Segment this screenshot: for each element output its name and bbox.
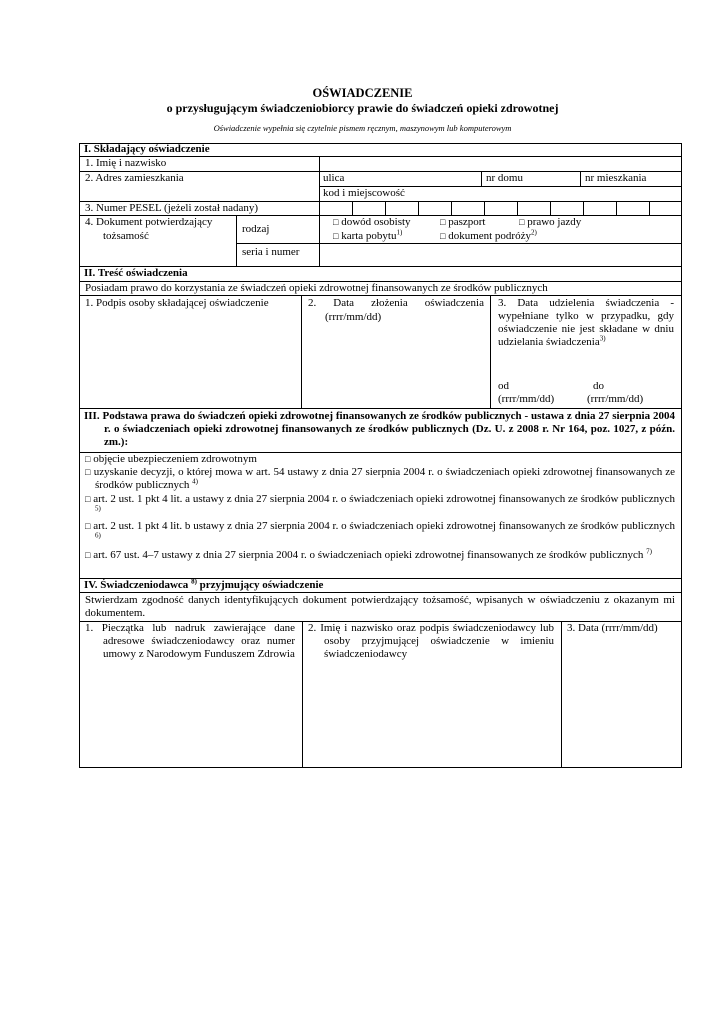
passport-option[interactable]: □ paszport (440, 216, 486, 228)
signature-label: 1. Podpis osoby składającej oświadczenie (85, 297, 269, 309)
flat-number-label: nr mieszkania (585, 172, 647, 184)
postcode-city-label: kod i miejscowość (323, 187, 405, 199)
basis-option-art2-b[interactable]: □ art. 2 ust. 1 pkt 4 lit. b ustawy z dnia 27 sierpnia 2004 r. o świadczeniach opieki zdrowotnej finansowanych ze środków publicznych $^{6)}$ (85, 520, 676, 540)
provider-stamp-field[interactable] (80, 690, 302, 767)
from-label: od (498, 380, 509, 392)
street-field[interactable] (320, 172, 481, 186)
footnote-ref: 6) (95, 531, 101, 540)
footnote-ref: 2) (530, 228, 537, 237)
name-label: 1. Imię i nazwisko (85, 157, 167, 169)
from-date-field[interactable]: (rrrr/mm/dd) (498, 393, 555, 405)
checkbox-icon[interactable]: □ (85, 521, 91, 531)
name-field[interactable] (320, 157, 681, 171)
address-label: 2. Adres zamieszkania (85, 172, 184, 184)
table-border-left (79, 143, 80, 768)
col-divider (236, 215, 237, 266)
basis-option-art67[interactable]: □ art. 67 ust. 4–7 ustawy z dnia 27 sierpnia 2004 r. o świadczeniach opieki zdrowotnej finansowanych ze środków publicznych $^{7)}$ (85, 547, 652, 561)
row-divider (79, 592, 682, 593)
checkbox-icon[interactable]: □ (440, 217, 446, 227)
footnote-ref: 3) (599, 334, 606, 343)
provider-signature-field[interactable] (303, 670, 561, 767)
row-divider (79, 295, 682, 296)
submission-date-field[interactable] (302, 326, 490, 408)
basis-option-decision[interactable]: □ uzyskanie decyzji, o której mowa w art. 54 ustawy z dnia 27 sierpnia 2004 r. o świadczeniach opieki zdrowotnej finansowanych ze środków publicznych $^{4)}$ (85, 466, 676, 491)
footnote-ref: 7) (646, 547, 652, 556)
checkbox-icon[interactable]: □ (85, 454, 91, 464)
house-number-label: nr domu (486, 172, 523, 184)
checkbox-icon[interactable]: □ (85, 494, 91, 504)
table-border-right (681, 143, 682, 768)
id-document-label: 4. Dokument potwierdzający (85, 216, 213, 228)
basis-option-insurance[interactable]: □ objęcie ubezpieczeniem zdrowotnym (85, 453, 257, 465)
to-label: do (593, 380, 604, 392)
service-date-label: 3. Data udzielenia świadczenia - wypełniane tylko w przypadku, gdy oświadczenie nie jest składane w dniu udzielania świadczenia$^{3)}$ (498, 297, 674, 348)
acceptance-date-field[interactable] (562, 640, 681, 767)
pesel-field[interactable] (320, 202, 681, 215)
id-document-label-cont: tożsamość (103, 230, 149, 242)
section-4-heading: IV. Świadczeniodawca $^{8)}$ przyjmujący oświadczenie (84, 577, 324, 591)
section-1-heading: I. Składający oświadczenie (84, 143, 210, 155)
checkbox-icon[interactable]: □ (85, 550, 91, 560)
fill-instructions: Oświadczenie wypełnia się czytelnie pismem ręcznym, maszynowym lub komputerowym (213, 123, 512, 133)
submission-date-format: (rrrr/mm/dd) (325, 311, 382, 323)
footnote-ref: 1) (396, 228, 403, 237)
form-subtitle: o przysługującym świadczeniobiorcy prawie do świadczeń opieki zdrowotnej (166, 101, 559, 115)
house-number-field[interactable] (482, 172, 580, 186)
residence-card-option[interactable]: □ karta pobytu$^{1)}$ (333, 228, 403, 242)
checkbox-icon[interactable]: □ (333, 231, 339, 241)
form-title: OŚWIADCZENIE (312, 86, 413, 100)
table-border-bottom (79, 767, 682, 768)
id-card-option[interactable]: □ dowód osobisty (333, 216, 411, 228)
street-label: ulica (323, 172, 345, 184)
section-3-heading: III. Podstawa prawa do świadczeń opieki zdrowotnej finansowanych ze środków publicznych - ustawa z dnia 27 sierpnia 2004 r. o świadczeniach opieki zdrowotnej finansowanych ze środków publicznych (Dz. U. z 2008 r. Nr 164, poz. 1027, z późn. zm.): (84, 410, 675, 448)
section-2-heading: II. Treść oświadczenia (84, 267, 188, 279)
col-divider (490, 295, 491, 408)
provider-stamp-label: 1. Pieczątka lub nadruk zawierające dane adresowe świadczeniodawcy oraz numer umowy z Narodowym Funduszem Zdrowia (85, 622, 295, 660)
statement-text: Posiadam prawo do korzystania ze świadczeń opieki zdrowotnej finansowanych ze środków publicznych (85, 282, 548, 294)
pesel-label: 3. Numer PESEL (jeżeli został nadany) (85, 202, 259, 214)
checkbox-icon[interactable]: □ (440, 231, 446, 241)
checkbox-icon[interactable]: □ (85, 467, 91, 477)
footnote-ref: 4) (192, 477, 198, 486)
checkbox-icon[interactable]: □ (519, 217, 525, 227)
flat-number-field[interactable] (581, 172, 681, 186)
verification-statement: Stwierdzam zgodność danych identyfikujących dokument potwierdzający tożsamość, wpisanych w oświadczeniu z okazanym mi dokumentem. (85, 594, 675, 619)
document-series-label: seria i numer (242, 246, 300, 258)
footnote-ref: 5) (95, 504, 101, 513)
acceptance-date-label: 3. Data (rrrr/mm/dd) (567, 622, 658, 634)
to-date-field[interactable]: (rrrr/mm/dd) (587, 393, 644, 405)
driving-license-option[interactable]: □ prawo jazdy (519, 216, 582, 228)
travel-document-option[interactable]: □ dokument podróży$^{2)}$ (440, 228, 537, 242)
signature-field[interactable] (80, 311, 301, 408)
row-divider (79, 408, 682, 409)
basis-option-art2-a[interactable]: □ art. 2 ust. 1 pkt 4 lit. a ustawy z dnia 27 sierpnia 2004 r. o świadczeniach opieki zdrowotnej finansowanych ze środków publicznych $^{5)}$ (85, 493, 675, 513)
submission-date-label: 2. Data złożenia oświadczenia (308, 297, 484, 309)
provider-signature-label: 2. Imię i nazwisko oraz podpis świadczeniodawcy lub osoby przyjmującej oświadczenie w imieniu świadczeniodawcy (308, 622, 554, 660)
checkbox-icon[interactable]: □ (333, 217, 339, 227)
document-kind-label: rodzaj (242, 223, 270, 235)
footnote-ref: 8) (191, 577, 197, 586)
postcode-city-field[interactable] (320, 187, 681, 201)
document-series-field[interactable] (320, 244, 681, 266)
